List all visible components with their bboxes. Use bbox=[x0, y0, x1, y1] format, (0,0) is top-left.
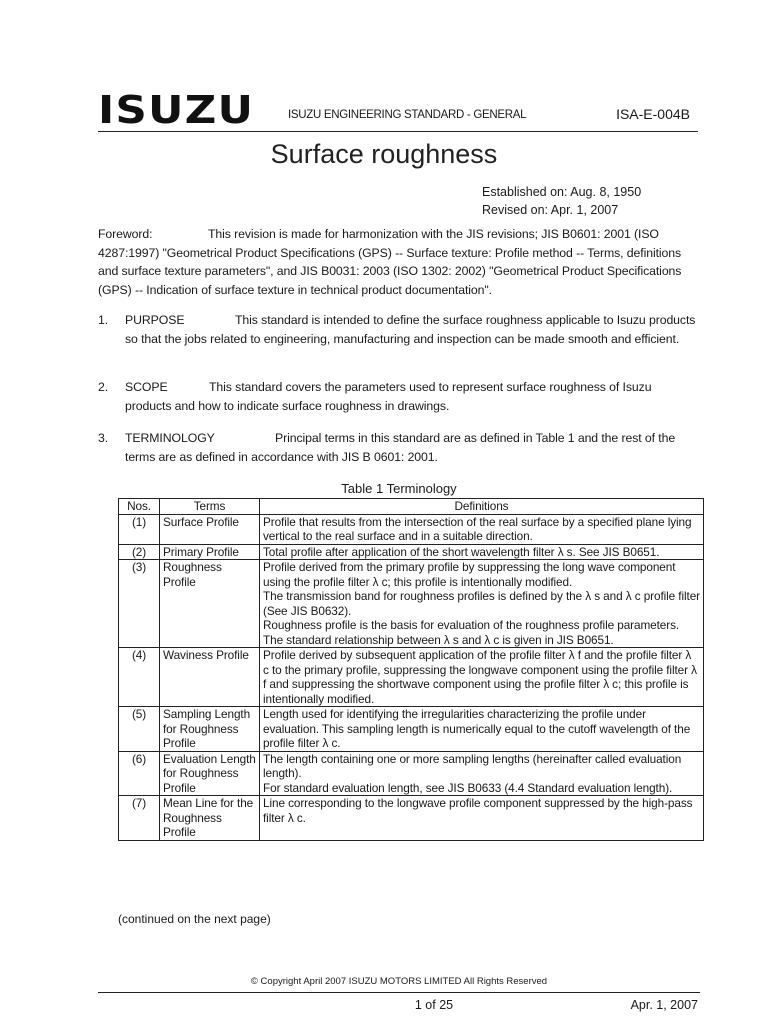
row-number: (7) bbox=[119, 796, 160, 841]
header-nos: Nos. bbox=[119, 499, 160, 515]
row-number: (6) bbox=[119, 751, 160, 796]
row-term: Sampling Length for Roughness Profile bbox=[160, 707, 260, 752]
row-term: Evaluation Length for Roughness Profile bbox=[160, 751, 260, 796]
isuzu-logo: ISUZU bbox=[98, 88, 255, 132]
header-definitions: Definitions bbox=[260, 499, 704, 515]
section-heading: TERMINOLOGY bbox=[125, 431, 215, 445]
footer-date: Apr. 1, 2007 bbox=[630, 998, 698, 1012]
established-date: Established on: Aug. 8, 1950 bbox=[482, 185, 642, 199]
section-number: 2. bbox=[98, 380, 109, 394]
section-number: 1. bbox=[98, 313, 109, 327]
table-row bbox=[119, 514, 704, 544]
section-scope bbox=[98, 378, 700, 415]
document-header bbox=[98, 88, 698, 132]
row-definition bbox=[260, 514, 704, 544]
definition-line: The transmission band for roughness profiles is defined by the λ s and λ c profile filter (See JIS B0632). bbox=[263, 589, 700, 618]
definition-line: Profile derived by subsequent application of the profile filter λ f and the profile filter λ c to the primary profile, suppressing the longwave component using the profile filter λ f and suppressing the shortwave component using the profile filter λ c; this profile is intentionally modified. bbox=[263, 648, 697, 706]
continued-note: (continued on the next page) bbox=[118, 912, 271, 926]
section-text: This standard covers the parameters used to represent surface roughness of Isuzu products and how to indicate surface roughness in drawings. bbox=[125, 380, 652, 413]
definition-line: The length containing one or more sampling lengths (hereinafter called evaluation length). bbox=[263, 751, 682, 780]
row-term: Roughness Profile bbox=[160, 560, 260, 648]
definition-line: Length used for identifying the irregularities characterizing the profile under evaluation. This sampling length is numerically equal to the cutoff wavelength of the profile filter λ c. bbox=[263, 707, 691, 750]
row-number: (1) bbox=[119, 514, 160, 544]
definition-line: The standard relationship between λ s and λ c is given in JIS B0651. bbox=[263, 632, 614, 647]
header-terms: Terms bbox=[160, 499, 260, 515]
definition-line: For standard evaluation length, see JIS B0633 (4.4 Standard evaluation length). bbox=[263, 780, 673, 795]
copyright: © Copyright April 2007 ISUZU MOTORS LIMITED All Rights Reserved bbox=[250, 976, 548, 987]
document-title: Surface roughness bbox=[270, 139, 498, 169]
foreword-text: This revision is made for harmonization with the JIS revisions; JIS B0601: 2001 (ISO 4287:1997) "Geometrical Product Specifications (GPS) -- Surface texture: Profile method -- Terms, definitions and surface texture parameters", and JIS B0031: 2003 (ISO 1302: 2002) "Geometrical Product Specifications (GPS) -- Indication of surface texture in technical product documentation". bbox=[98, 227, 682, 297]
table-row bbox=[119, 707, 704, 752]
row-definition bbox=[260, 707, 704, 752]
standard-code: ISA-E-004B bbox=[616, 106, 690, 122]
definition-line: Profile derived from the primary profile by suppressing the long wave component using the profile filter λ c; this profile is intentionally modified. bbox=[263, 560, 676, 589]
definition-line: Total profile after application of the short wavelength filter λ s. See JIS B0651. bbox=[263, 544, 660, 559]
row-term: Waviness Profile bbox=[160, 648, 260, 707]
table-caption: Table 1 Terminology bbox=[341, 481, 457, 496]
section-text: This standard is intended to define the surface roughness applicable to Isuzu products so that the jobs related to engineering, manufacturing and inspection can be made smooth and efficient. bbox=[125, 313, 696, 346]
definition-line: Roughness profile is the basis for evaluation of the roughness profile parameters. bbox=[263, 618, 680, 632]
document-dates bbox=[482, 183, 641, 219]
table-row bbox=[119, 648, 704, 707]
revised-date: Revised on: Apr. 1, 2007 bbox=[482, 203, 619, 217]
row-term: Surface Profile bbox=[160, 514, 260, 544]
definition-line: Line corresponding to the longwave profile component suppressed by the high-pass filter λ c. bbox=[263, 796, 693, 825]
footer-divider bbox=[98, 992, 700, 993]
section-terminology bbox=[98, 429, 700, 466]
table-row bbox=[119, 751, 704, 796]
row-definition bbox=[260, 751, 704, 796]
row-definition bbox=[260, 648, 704, 707]
row-number: (3) bbox=[119, 560, 160, 648]
standard-title: ISUZU ENGINEERING STANDARD - GENERAL bbox=[288, 109, 527, 121]
section-heading: SCOPE bbox=[125, 380, 168, 394]
definition-line: Profile that results from the intersection of the real surface by a specified plane lying vertical to the real surface and in a suitable direction. bbox=[263, 514, 692, 543]
section-text: Principal terms in this standard are as defined in Table 1 and the rest of the terms are as defined in accordance with JIS B 0601: 2001. bbox=[125, 431, 676, 464]
section-number: 3. bbox=[98, 431, 109, 445]
terminology-table bbox=[118, 498, 704, 841]
row-definition bbox=[260, 544, 704, 560]
row-number: (2) bbox=[119, 544, 160, 560]
row-number: (4) bbox=[119, 648, 160, 707]
row-number: (5) bbox=[119, 707, 160, 752]
row-definition bbox=[260, 796, 704, 841]
table-row bbox=[119, 796, 704, 841]
table-header-row bbox=[119, 499, 704, 515]
page-number: 1 of 25 bbox=[414, 998, 454, 1012]
table-row bbox=[119, 544, 704, 560]
row-term: Primary Profile bbox=[160, 544, 260, 560]
row-term: Mean Line for the Roughness Profile bbox=[160, 796, 260, 841]
row-definition bbox=[260, 560, 704, 648]
foreword-label: Foreword: bbox=[98, 227, 153, 241]
foreword bbox=[98, 225, 700, 299]
section-heading: PURPOSE bbox=[125, 313, 185, 327]
table-row bbox=[119, 560, 704, 648]
section-purpose bbox=[98, 311, 700, 348]
